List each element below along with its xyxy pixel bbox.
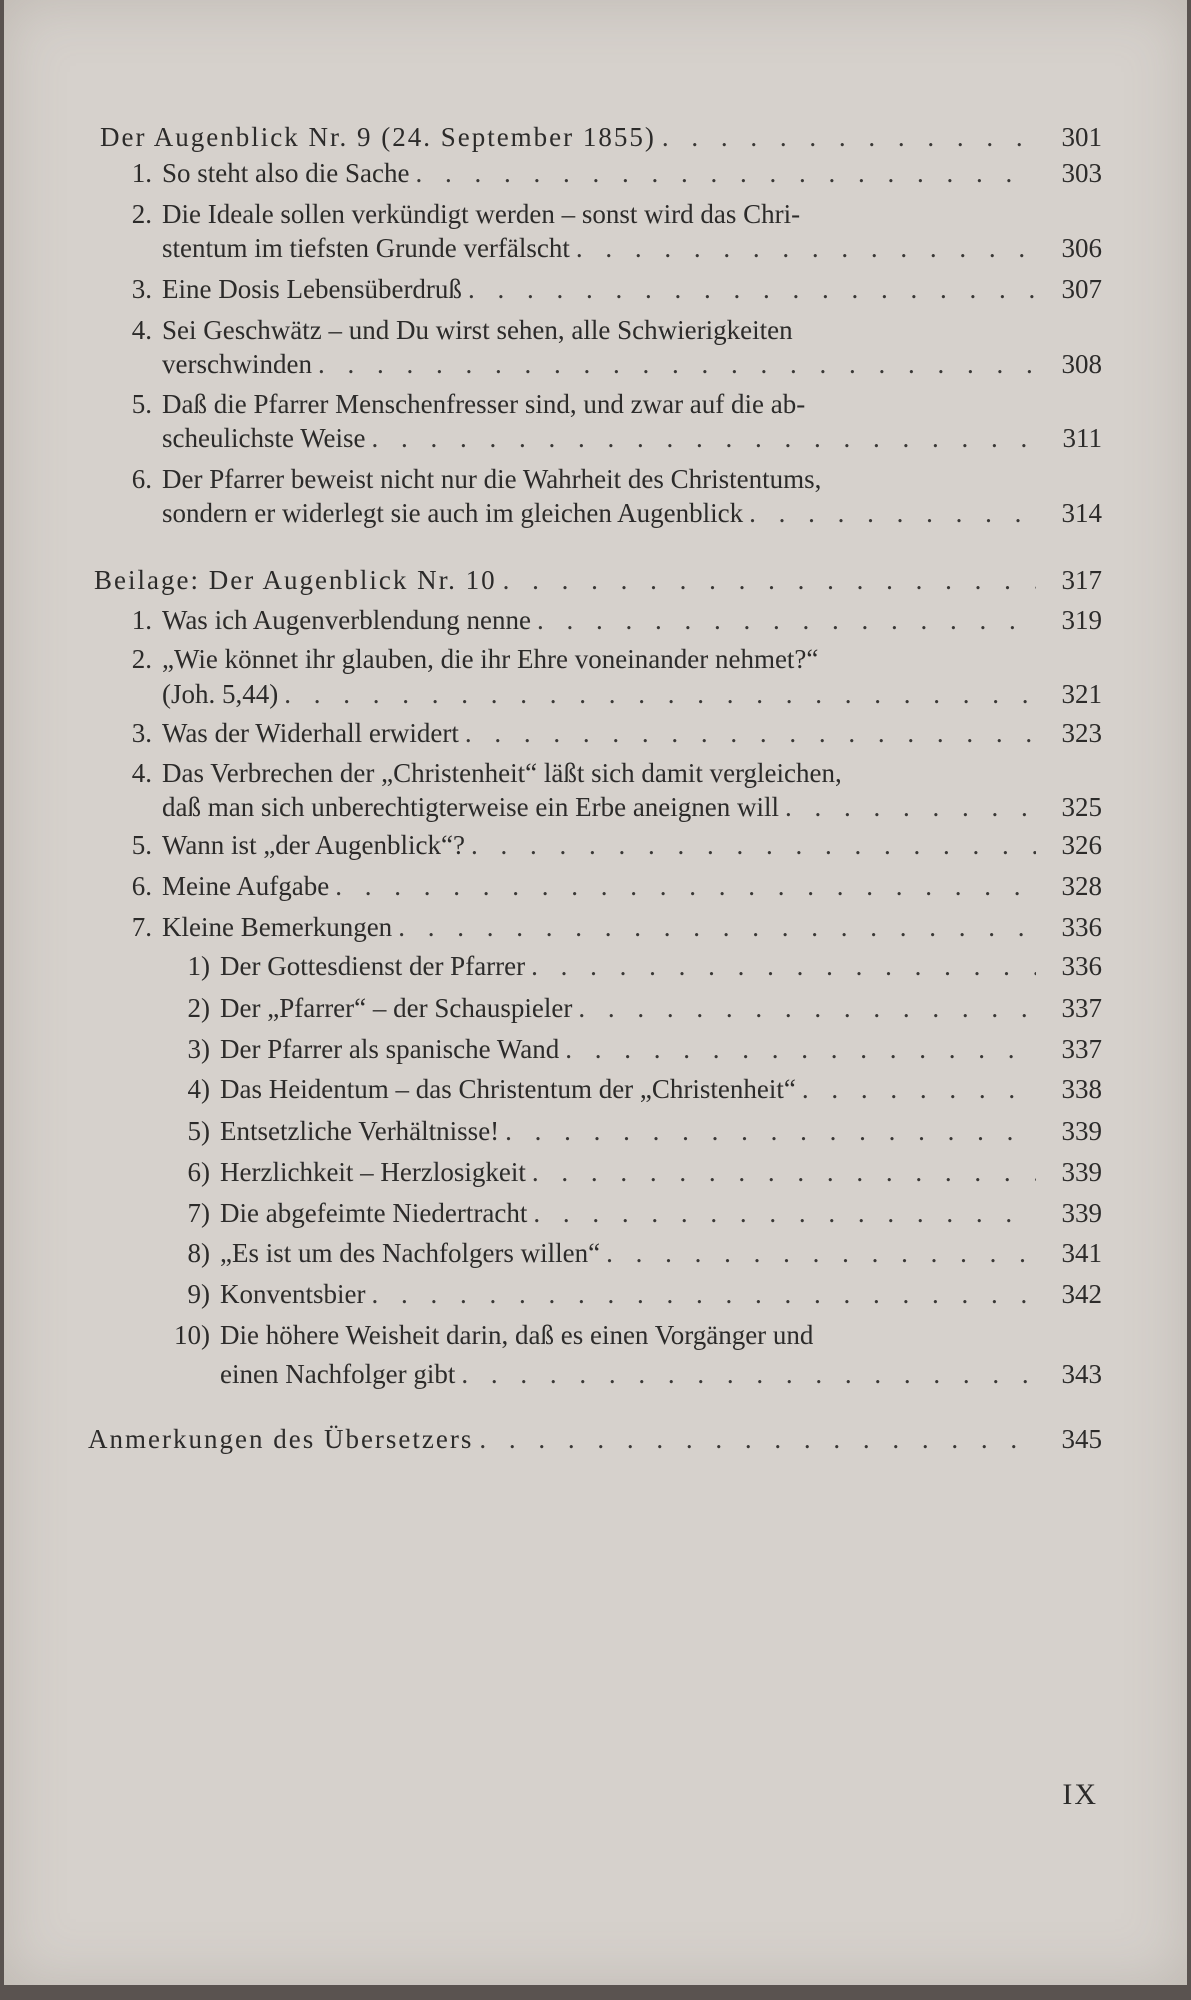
entry-title: Wann ist „der Augenblick“? [162,830,465,860]
toc-entry [122,828,1102,862]
dot-leader [532,1155,1036,1189]
page-number: 336 [1061,912,1102,942]
dot-leader [471,828,1036,862]
entry-title: Meine Aufgabe [162,871,330,901]
dot-leader [505,1114,1036,1148]
entry-title: Die abgefeimte Niedertracht [220,1198,528,1228]
entry-title: stentum im tiefsten Grunde verfälscht [162,233,570,263]
sub-entry [164,1032,1102,1066]
toc-entry [122,790,1102,824]
entry-title: (Joh. 5,44) [162,679,279,709]
entry-title: daß man sich unberechtigterweise ein Erbe aneignen will [162,792,780,822]
entry-number: 5. [131,389,152,419]
entry-title: Die höhere Weisheit darin, daß es einen Vorgänger und [220,1320,814,1350]
page-number: 321 [1061,679,1102,709]
entry-number: 10) [174,1320,210,1350]
entry-title: Eine Dosis Lebensüberdruß [162,274,462,304]
entry-number: 3) [187,1034,210,1064]
sub-entry [164,949,1102,983]
sub-entry [164,1155,1102,1189]
entry-number: 2. [131,199,152,229]
dot-leader [578,991,1036,1025]
dot-leader [503,563,1036,597]
toc-entry [122,313,1102,347]
entry-title: Anmerkungen des Übersetzers [88,1424,474,1454]
section-heading [94,563,1102,597]
page-number: 341 [1061,1238,1102,1268]
dot-leader [372,421,1036,455]
page-number: 326 [1061,830,1102,860]
sub-entry [164,1318,1102,1352]
page-number: 328 [1061,871,1102,901]
dot-leader [465,716,1036,750]
dot-leader [749,496,1036,530]
dot-leader [576,231,1036,265]
dot-leader [335,869,1036,903]
toc-entry [122,603,1102,637]
entry-number: 6) [187,1157,210,1187]
sub-entry [164,991,1102,1025]
toc-entry [122,496,1102,530]
page-number: 308 [1061,349,1102,379]
toc-entry [122,462,1102,496]
dot-leader [461,1357,1036,1391]
sub-entry [164,1114,1102,1148]
entry-number: 5. [131,830,152,860]
entry-title: Herzlichkeit – Herzlosigkeit [220,1157,526,1187]
entry-title: Was der Widerhall erwidert [162,718,459,748]
entry-title: Konventsbier [220,1279,366,1309]
dot-leader [318,347,1036,381]
book-page [4,0,1187,1985]
entry-title: Der Pfarrer als spanische Wand [220,1034,560,1064]
toc-entry [122,272,1102,306]
entry-title: Die Ideale sollen verkündigt werden – sonst wird das Chri- [162,199,801,229]
sub-entry [164,1357,1102,1391]
entry-title: „Es ist um des Nachfolgers willen“ [220,1238,601,1268]
entry-number: 7) [187,1198,210,1228]
page-number: 301 [1061,122,1102,152]
entry-number: 7. [131,912,152,942]
toc-entry [122,156,1102,190]
page-number: 307 [1061,274,1102,304]
entry-number: 3. [131,718,152,748]
entry-title: einen Nachfolger gibt [220,1359,456,1389]
entry-number: 8) [187,1238,210,1268]
toc-entry [122,197,1102,231]
entry-number: 4. [131,315,152,345]
toc-entry [122,421,1102,455]
dot-leader [785,790,1036,824]
entry-title: Das Heidentum – das Christentum der „Christenheit“ [220,1074,796,1104]
page-number: 311 [1062,423,1102,453]
page-number: 303 [1061,158,1102,188]
dot-leader [606,1236,1036,1270]
page-number: 306 [1061,233,1102,263]
entry-number: 9) [187,1279,210,1309]
dot-leader [565,1032,1036,1066]
entry-number: 1. [131,158,152,188]
page-number: 337 [1061,993,1102,1023]
page-number: 314 [1061,498,1102,528]
sub-entry [164,1277,1102,1311]
entry-number: 3. [131,274,152,304]
entry-title: Der Pfarrer beweist nicht nur die Wahrheit des Christentums, [162,464,822,494]
entry-title: Der Augenblick Nr. 9 (24. September 1855) [100,122,656,152]
entry-number: 2. [131,644,152,674]
dot-leader [371,1277,1036,1311]
entry-number: 1) [187,951,210,981]
page-number: 345 [1061,1424,1102,1454]
sub-entry [164,1072,1102,1106]
toc-entry [122,231,1102,265]
section-heading [88,1422,1102,1456]
toc-entry [122,716,1102,750]
toc-entry [122,869,1102,903]
entry-number: 2) [187,993,210,1023]
entry-title: „Wie könnet ihr glauben, die ihr Ehre voneinander nehmet?“ [162,644,819,674]
entry-title: Entsetzliche Verhältnisse! [220,1116,500,1146]
dot-leader [533,1196,1036,1230]
dot-leader [662,120,1036,154]
entry-title: Kleine Bemerkungen [162,912,393,942]
entry-number: 4. [131,758,152,788]
dot-leader [284,677,1036,711]
entry-title: Was ich Augenverblendung nenne [162,605,531,635]
dot-leader [537,603,1036,637]
page-number: 343 [1061,1359,1102,1389]
entry-title: sondern er widerlegt sie auch im gleichen Augenblick [162,498,744,528]
toc-entry [122,642,1102,676]
entry-title: verschwinden [162,349,312,379]
page-number: 319 [1061,605,1102,635]
page-number: 338 [1061,1074,1102,1104]
entry-number: 6. [131,464,152,494]
toc-entry [122,756,1102,790]
dot-leader [802,1072,1036,1106]
toc-entry [122,677,1102,711]
entry-number: 6. [131,871,152,901]
sub-entry [164,1196,1102,1230]
dot-leader [531,949,1036,983]
toc-entry [122,910,1102,944]
entry-title: Daß die Pfarrer Menschenfresser sind, und zwar auf die ab- [162,389,806,419]
entry-title: Sei Geschwätz – und Du wirst sehen, alle Schwierigkeiten [162,315,793,345]
entry-title: Beilage: Der Augenblick Nr. 10 [94,565,497,595]
page-number: 339 [1061,1116,1102,1146]
dot-leader [468,272,1036,306]
page-number: 339 [1061,1198,1102,1228]
entry-number: 4) [187,1074,210,1104]
page-number: 339 [1061,1157,1102,1187]
page-number: 337 [1061,1034,1102,1064]
dot-leader [415,156,1036,190]
entry-title: Das Verbrechen der „Christenheit“ läßt sich damit vergleichen, [162,758,842,788]
sub-entry [164,1236,1102,1270]
page-number: 323 [1061,718,1102,748]
entry-title: Der Gottesdienst der Pfarrer [220,951,526,981]
dot-leader [398,910,1036,944]
page-number: 336 [1061,951,1102,981]
entry-number: 5) [187,1116,210,1146]
toc-entry [122,347,1102,381]
page-folio: IX [1062,1778,1098,1811]
dot-leader [479,1422,1036,1456]
entry-number: 1. [131,605,152,635]
page-number: 317 [1061,565,1102,595]
entry-title: So steht also die Sache [162,158,410,188]
entry-title: Der „Pfarrer“ – der Schauspieler [220,993,573,1023]
toc-entry [122,387,1102,421]
page-number: 342 [1061,1279,1102,1309]
section-heading [100,120,1102,154]
entry-title: scheulichste Weise [162,423,366,453]
page-number: 325 [1061,792,1102,822]
